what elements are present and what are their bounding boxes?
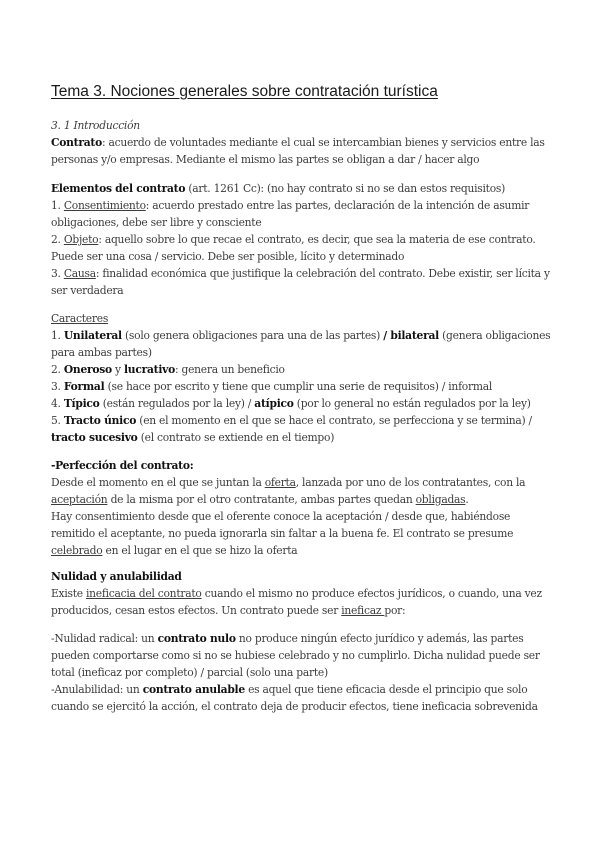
text: Existe — [51, 587, 86, 600]
list-item-oneroso — [51, 361, 551, 378]
item-number: 3. — [51, 380, 64, 393]
text: (el contrato se extiende en el tiempo) — [137, 431, 335, 444]
term-ineficaz: ineficaz — [341, 604, 385, 617]
text: (art. 1261 Cc): (no hay contrato si no se dan estos requisitos) — [185, 182, 506, 195]
term-elementos: Elementos del contrato — [51, 182, 186, 195]
text: en el lugar en el que se hizo la oferta — [102, 544, 298, 557]
heading-caracteres — [51, 310, 551, 327]
paragraph-nulidad-1 — [51, 585, 551, 619]
list-item-consentimiento — [51, 197, 551, 231]
page-title: Tema 3. Nociones generales sobre contratación turística — [51, 83, 438, 100]
text: (genera obligaciones para ambas partes) — [51, 329, 551, 359]
text: : finalidad económica que justifique la celebración del contrato. Debe existir, ser lícita y ser verdadera — [51, 267, 550, 297]
text: (solo genera obligaciones para una de las partes) — [121, 329, 384, 342]
list-item-tracto — [51, 412, 551, 446]
term-contrato-nulo: contrato nulo — [157, 632, 236, 645]
term-tracto-unico: Tracto único — [63, 414, 137, 427]
term-atipico: atípico — [254, 397, 294, 410]
text: no produce ningún efecto jurídico y además, las partes pueden comportarse como si no se hubiese celebrado y no cumplirlo. Dicha nulidad puede ser total (ineficaz por completo) / parcial (solo una parte) — [51, 632, 540, 679]
text: y — [111, 363, 124, 376]
text: : acuerdo de voluntades mediante el cual se intercambian bienes y servicios entre las personas y/o empresas. Mediante el mismo las partes se obligan a dar / hacer algo — [51, 136, 545, 166]
term-tipico: Típico — [63, 397, 100, 410]
heading-elementos — [51, 180, 551, 197]
term-oneroso: Oneroso — [63, 363, 112, 376]
text: : aquello sobre lo que recae el contrato, es decir, que sea la materia de ese contrato. Puede ser una cosa / servicio. Debe ser posible, lícito y determinado — [51, 233, 536, 263]
list-item-formal — [51, 378, 551, 395]
term-objeto: Objeto — [63, 233, 99, 246]
text: Hay consentimiento desde que el oferente conoce la aceptación / desde que, habiéndose remitido el aceptante, no pueda ignorarla sin faltar a la buena fe. El contrato se presume — [51, 510, 514, 540]
text: Desde el momento en el que se juntan la — [51, 476, 265, 489]
list-item-objeto — [51, 231, 551, 265]
text: , lanzada por uno de los contratantes, con la — [295, 476, 526, 489]
term-oferta: oferta — [264, 476, 296, 489]
term-caracteres: Caracteres — [51, 312, 109, 325]
text: por: — [384, 604, 406, 617]
term-consentimiento: Consentimiento — [63, 199, 146, 212]
item-number: 3. — [51, 267, 64, 280]
term-tracto-sucesivo: tracto sucesivo — [51, 431, 138, 444]
text: (en el momento en el que se hace el contrato, se perfecciona y se termina) / — [136, 414, 532, 427]
item-number: 5. — [51, 414, 64, 427]
term-contrato-anulable: contrato anulable — [142, 683, 245, 696]
text: . — [465, 493, 469, 506]
text: (por lo general no están regulados por la ley) — [293, 397, 531, 410]
term-celebrado: celebrado — [51, 544, 103, 557]
text: : genera un beneficio — [174, 363, 285, 376]
document-body — [51, 117, 551, 715]
heading-nulidad — [51, 568, 551, 585]
paragraph-perfeccion-2 — [51, 508, 551, 559]
list-item-causa — [51, 265, 551, 299]
item-number: 1. — [51, 199, 64, 212]
paragraph-nulidad-radical — [51, 630, 551, 681]
term-aceptacion: aceptación — [51, 493, 108, 506]
text: (están regulados por la ley) / — [99, 397, 255, 410]
term-nulidad: Nulidad y anulabilidad — [51, 570, 182, 583]
text: -Anulabilidad: un — [51, 683, 143, 696]
item-number: 1. — [51, 329, 64, 342]
term-contrato: Contrato — [51, 136, 102, 149]
heading-perfeccion — [51, 457, 551, 474]
term-obligadas: obligadas — [415, 493, 466, 506]
text: : acuerdo prestado entre las partes, declaración de la intención de asumir obligaciones, debe ser libre y consciente — [51, 199, 530, 229]
text: (se hace por escrito y tiene que cumplir una serie de requisitos) / informal — [104, 380, 492, 393]
text: cuando el mismo no produce efectos jurídicos, o cuando, una vez producidos, cesan estos efectos. Un contrato puede ser — [51, 587, 542, 617]
paragraph-anulabilidad — [51, 681, 551, 715]
term-perfeccion: -Perfección del contrato: — [51, 459, 194, 472]
term-formal: Formal — [63, 380, 105, 393]
term-bilateral: / bilateral — [383, 329, 439, 342]
item-number: 2. — [51, 363, 64, 376]
list-item-unilateral — [51, 327, 551, 361]
term-ineficacia: ineficacia del contrato — [86, 587, 202, 600]
section-heading-introduccion: 3. 1 Introducción — [51, 119, 140, 132]
paragraph-perfeccion-1 — [51, 474, 551, 508]
term-causa: Causa — [63, 267, 96, 280]
paragraph-contrato — [51, 134, 551, 168]
text: es aquel que tiene eficacia desde el principio que solo cuando se ejercitó la acción, el contrato deja de producir efectos, tiene ineficacia sobrevenida — [51, 683, 538, 713]
list-item-tipico — [51, 395, 551, 412]
text: -Nulidad radical: un — [51, 632, 158, 645]
item-number: 2. — [51, 233, 64, 246]
item-number: 4. — [51, 397, 64, 410]
term-unilateral: Unilateral — [63, 329, 122, 342]
term-lucrativo: lucrativo — [124, 363, 175, 376]
text: de la misma por el otro contratante, ambas partes quedan — [107, 493, 416, 506]
